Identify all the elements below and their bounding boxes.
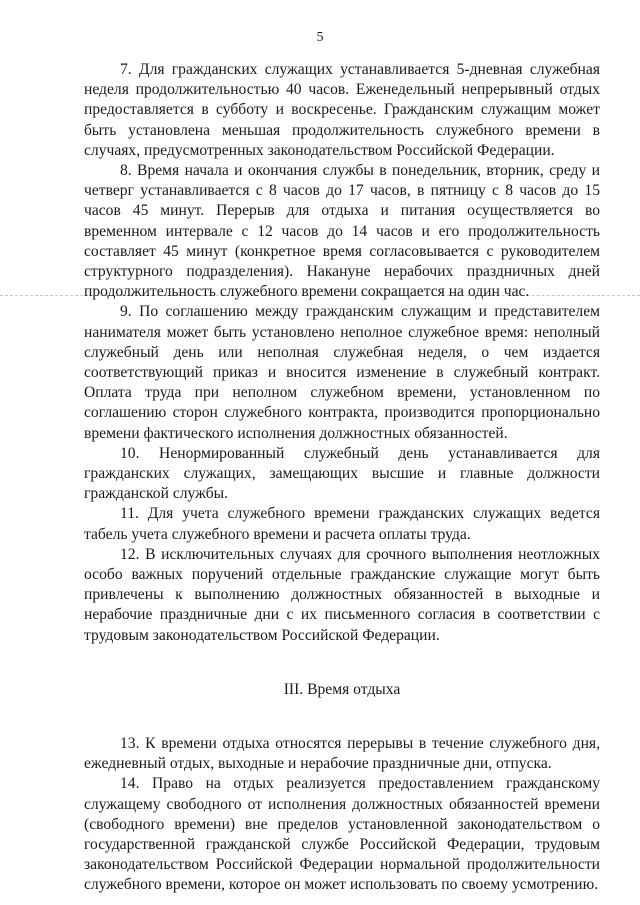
section-heading: III. Время отдыха — [283, 680, 401, 698]
paragraph-9: 9. По соглашению между гражданским служащим и представителем нанимателя может быть установлено неполное служебное время: неполный служебный день или неполная служебная неделя, о чем издается соответствующий приказ и вносится изменение в служебный контракт. Оплата труда при неполном служебном времени, установленном по соглашению сторон служебного контракта, производится пропорционально времени фактического исполнения должностных обязанностей. — [84, 303, 600, 442]
paragraph-12: 12. В исключительных случаях для срочного выполнения неотложных особо важных поручений отдельные гражданские служащие могут быть привлечены к выполнению должностных обязанностей в выходные и нерабочие праздничные дни с их письменного согласия в соответствии с трудовым законодательством Российской Федерации. — [84, 545, 600, 644]
page-number: 5 — [316, 30, 324, 45]
paragraph-14: 14. Право на отдых реализуется предоставлением гражданскому служащему свободного от исполнения должностных обязанностей времени (свободного времени) вне пределов установленной законодательством о государственной гражданской службе Российской Федерации, трудовым законодательством Российской Федерации нормальной продолжительности служебного времени, которое он может использовать по своему усмотрению. — [84, 775, 600, 894]
paragraph-8: 8. Время начала и окончания службы в понедельник, вторник, среду и четверг устанавливается с 8 часов до 17 часов, в пятницу с 8 часов до 15 часов 45 минут. Перерыв для отдыха и питания осуществляется во временном интервале с 12 часов до 14 часов и его продолжительность составляет 45 минут (конкретное время согласовывается с руководителем структурного подразделения). Накануне нерабочих праздничных дней продолжительность служебного времени сокращается на один час. — [84, 162, 600, 301]
document-body — [84, 60, 600, 896]
paragraph-10: 10. Ненормированный служебный день устанавливается для гражданских служащих, замещающих высшие и главные должности гражданской службы. — [84, 444, 600, 503]
paragraph-7: 7. Для гражданских служащих устанавливается 5-дневная служебная неделя продолжительностью 40 часов. Еженедельный непрерывный отдых предоставляется в субботу и воскресенье. Гражданским служащим может быть установлена меньшая продолжительность служебного времени в случаях, предусмотренных законодательством Российской Федерации. — [84, 61, 600, 159]
paragraph-11: 11. Для учета служебного времени гражданских служащих ведется табель учета служебного времени и расчета оплаты труда. — [84, 505, 600, 543]
paragraph-13: 13. К времени отдыха относятся перерывы в течение служебного дня, ежедневный отдых, выходные и нерабочие праздничные дни, отпуска. — [84, 734, 600, 773]
